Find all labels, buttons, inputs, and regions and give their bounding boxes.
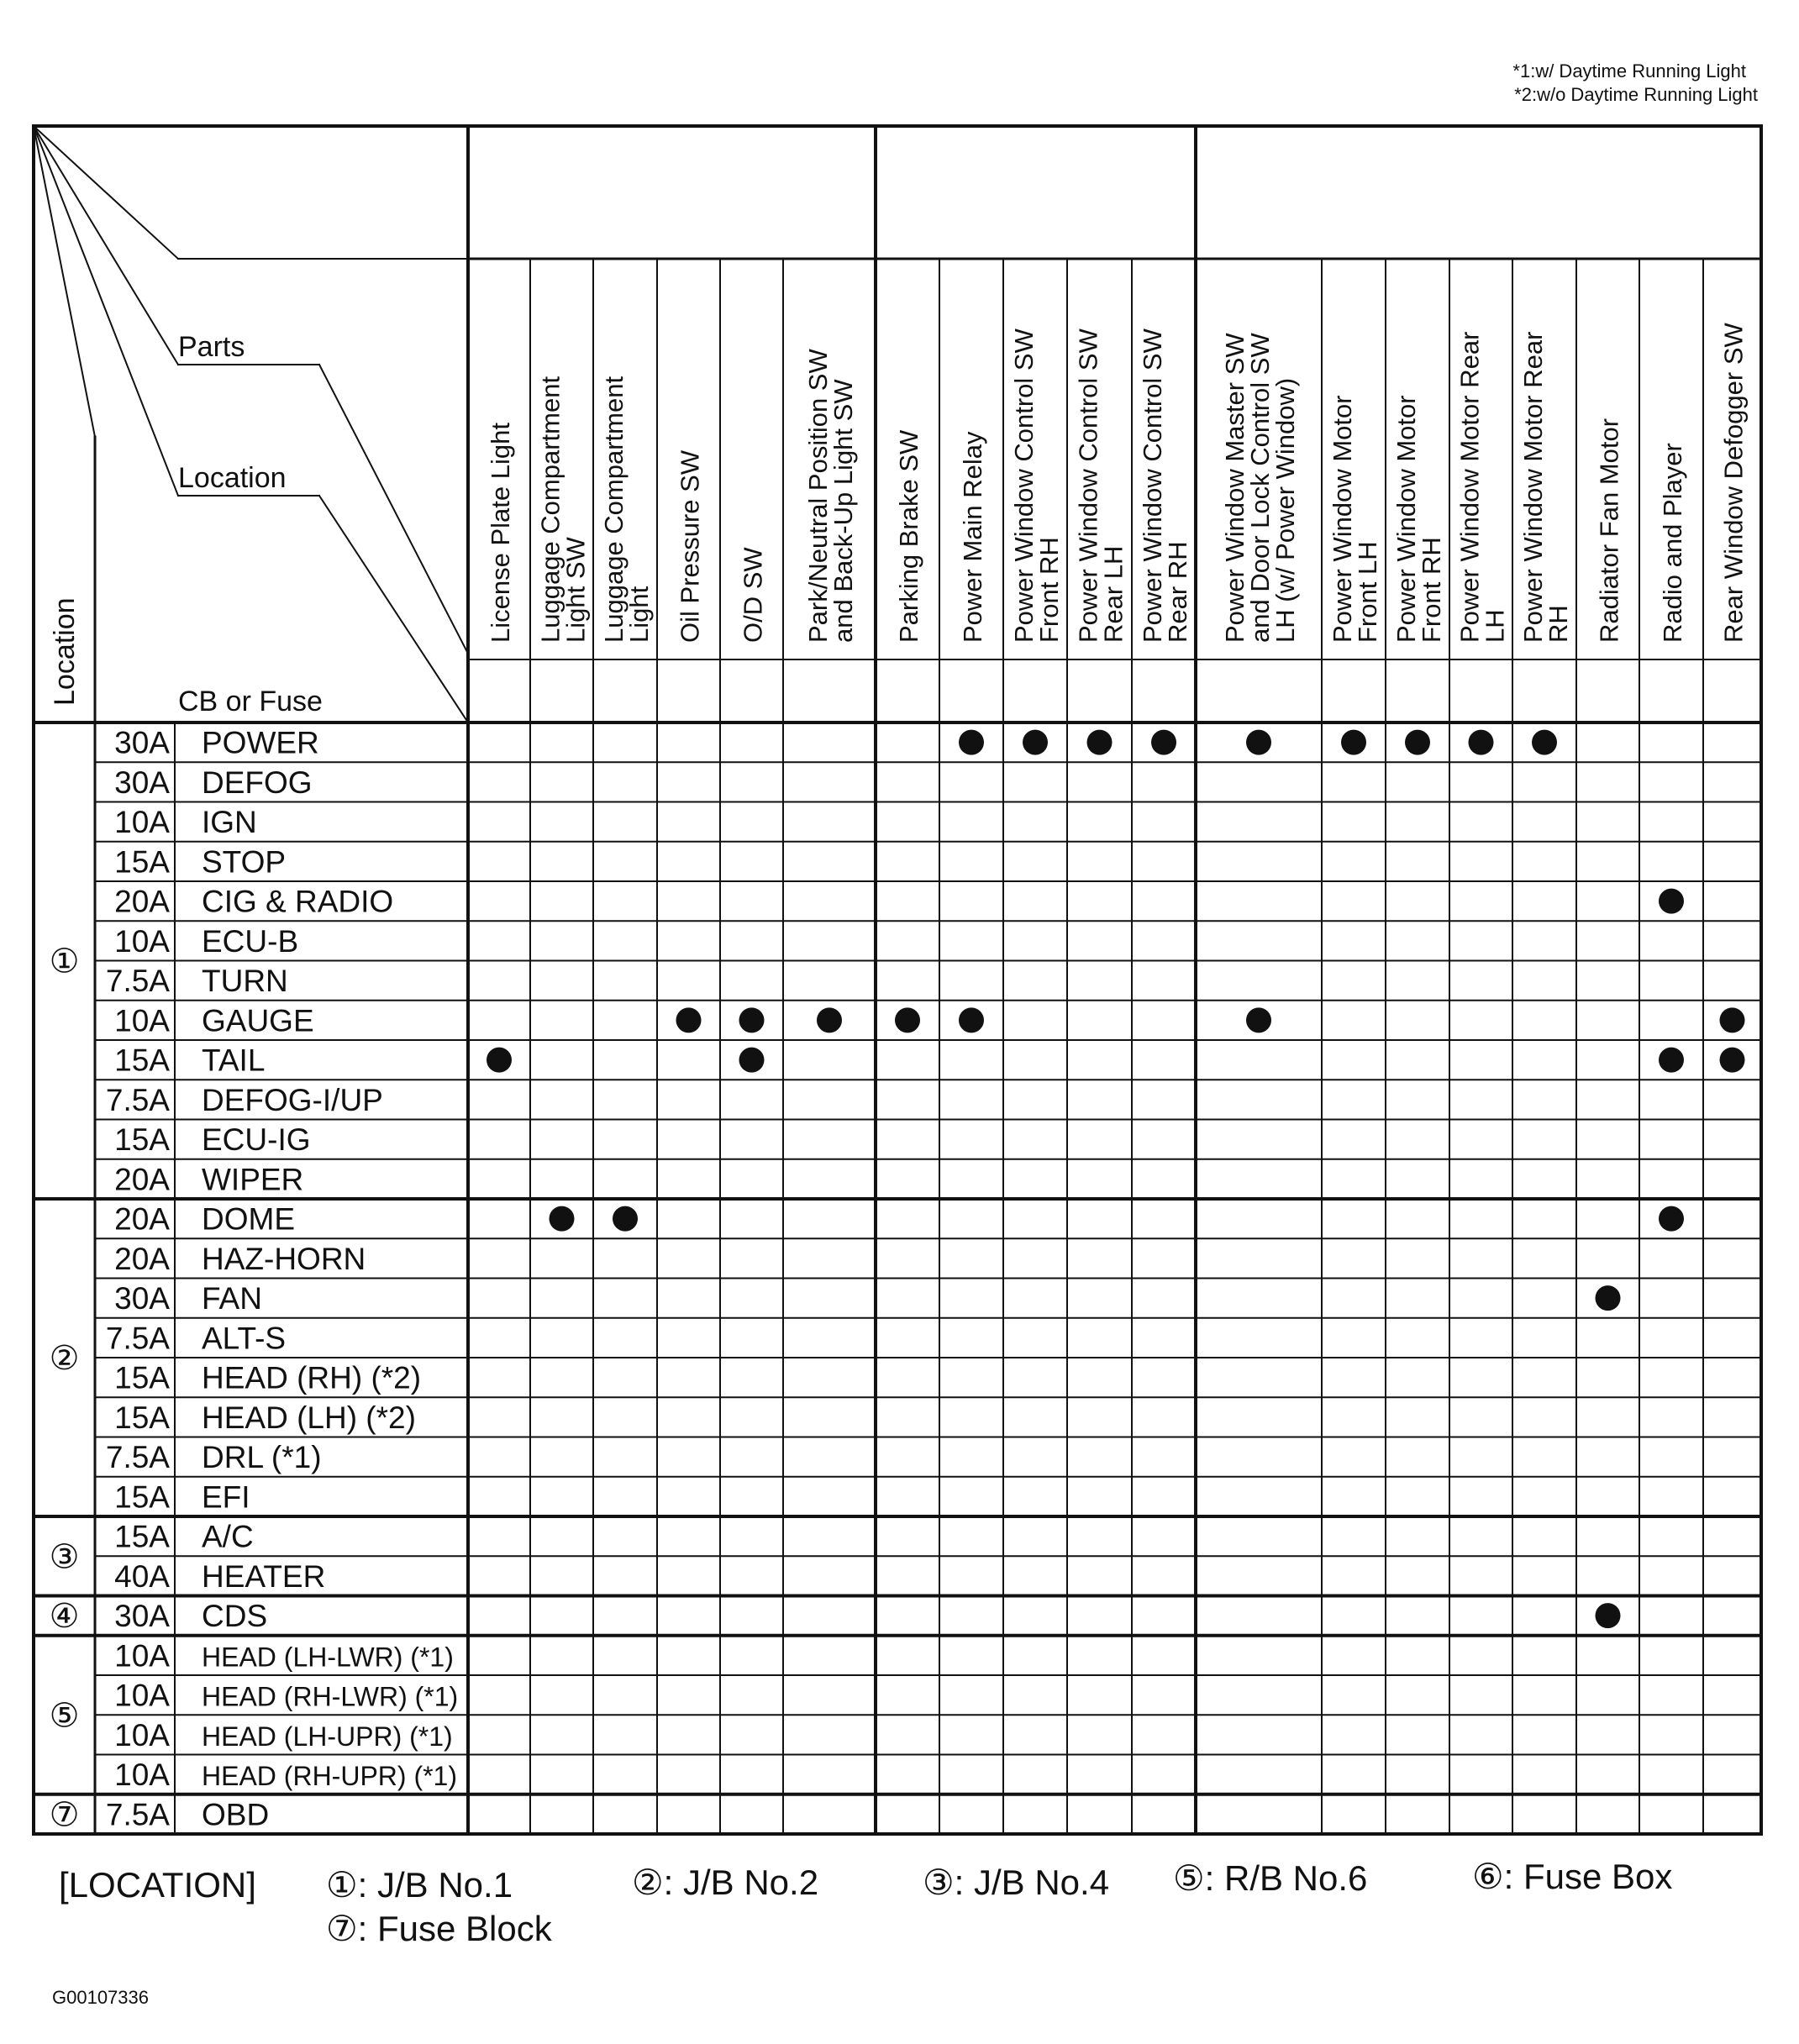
part-header-label: Power Window Control SW bbox=[1009, 328, 1039, 643]
fuse-name: DEFOG bbox=[202, 765, 313, 800]
part-header-label: Light SW bbox=[560, 537, 591, 643]
connection-marks bbox=[487, 730, 1745, 1629]
fuse-name: CIG & RADIO bbox=[202, 884, 394, 919]
part-header-label: Rear LH bbox=[1098, 545, 1128, 643]
part-header-label: Front LH bbox=[1353, 541, 1382, 643]
legend-item-jb1: ①: J/B No.1 bbox=[326, 1865, 513, 1905]
fuse-amperage: 10A bbox=[114, 1717, 170, 1752]
connection-dot bbox=[1087, 730, 1113, 755]
fuse-amperage: 7.5A bbox=[105, 964, 170, 999]
fuse-amperage: 7.5A bbox=[105, 1440, 170, 1475]
connection-dot bbox=[1246, 730, 1271, 755]
part-header-label: and Back-Up Light SW bbox=[828, 379, 858, 643]
location-group-symbol: ⑤ bbox=[49, 1697, 80, 1735]
fuse-amperage: 15A bbox=[114, 1519, 170, 1554]
parts-header-label: Parts bbox=[178, 331, 245, 363]
parts-headers bbox=[486, 323, 1749, 643]
diagonal-line bbox=[34, 126, 178, 496]
connection-dot bbox=[959, 1007, 984, 1033]
connection-dot bbox=[1469, 730, 1494, 755]
footnote-1: *1:w/ Daytime Running Light bbox=[1512, 60, 1746, 81]
legend-item-rb6: ⑤: R/B No.6 bbox=[1173, 1858, 1368, 1898]
location-side-label: Location bbox=[49, 597, 81, 706]
part-header-label: Oil Pressure SW bbox=[675, 449, 705, 643]
connection-dot bbox=[739, 1048, 765, 1073]
part-header-label: Front RH bbox=[1034, 537, 1064, 643]
legend-item-fuse-box: ⑥: Fuse Box bbox=[1472, 1857, 1673, 1896]
connection-dot bbox=[1596, 1285, 1621, 1311]
fuse-amperage: 20A bbox=[114, 1162, 170, 1197]
part-header-label: Parking Brake SW bbox=[894, 429, 923, 643]
location-legend bbox=[52, 1857, 1672, 2008]
connection-dot bbox=[1532, 730, 1557, 755]
fuse-amperage: 10A bbox=[114, 1678, 170, 1713]
legend-title: [LOCATION] bbox=[59, 1865, 256, 1905]
connection-dot bbox=[550, 1206, 575, 1232]
part-header-label: LH bbox=[1480, 609, 1510, 643]
location-group-symbol: ⑦ bbox=[49, 1796, 80, 1834]
fuse-name: FAN bbox=[202, 1281, 262, 1316]
part-header-label: Park/Neutral Position SW bbox=[803, 349, 833, 643]
fuse-amperage: 20A bbox=[114, 1201, 170, 1237]
fuse-name: HEAD (RH) (*2) bbox=[202, 1360, 422, 1395]
fuse-amperage: 15A bbox=[114, 1400, 170, 1435]
part-header-label: Power Window Control SW bbox=[1073, 328, 1103, 643]
part-header-label: Radiator Fan Motor bbox=[1594, 418, 1624, 643]
fuse-name: TAIL bbox=[202, 1043, 266, 1078]
fuse-name: HAZ-HORN bbox=[202, 1241, 366, 1276]
footnote-2: *2:w/o Daytime Running Light bbox=[1514, 84, 1758, 105]
fuse-amperage: 7.5A bbox=[105, 1797, 170, 1832]
fuse-amperage: 7.5A bbox=[105, 1082, 170, 1117]
part-header-label: Rear RH bbox=[1163, 541, 1192, 643]
diagonal-line bbox=[34, 126, 95, 437]
part-header-label: License Plate Light bbox=[486, 423, 515, 643]
fuse-name: DRL (*1) bbox=[202, 1440, 322, 1475]
fuse-name: CDS bbox=[202, 1599, 268, 1634]
fuse-name: HEAD (RH-LWR) (*1) bbox=[202, 1681, 459, 1712]
part-header-label: Power Window Control SW bbox=[1138, 328, 1167, 643]
part-header-label: Power Window Motor bbox=[1391, 395, 1421, 643]
fuse-name: WIPER bbox=[202, 1162, 304, 1197]
location-groups bbox=[50, 943, 80, 1834]
fuse-name: GAUGE bbox=[202, 1003, 314, 1038]
fuse-name: EFI bbox=[202, 1479, 250, 1515]
legend-item-jb2: ②: J/B No.2 bbox=[632, 1863, 819, 1902]
fuse-amperage: 15A bbox=[114, 1479, 170, 1515]
fuse-amperage: 20A bbox=[114, 1241, 170, 1276]
part-header-label: Power Window Motor bbox=[1328, 395, 1357, 643]
document-id: G00107336 bbox=[52, 1987, 149, 2008]
part-header-label: Luggage Compartment bbox=[535, 376, 565, 643]
location-group-symbol: ② bbox=[49, 1340, 80, 1377]
part-header-label: RH bbox=[1544, 605, 1573, 643]
fuse-name: HEATER bbox=[202, 1558, 326, 1594]
legend-item-jb4: ③: J/B No.4 bbox=[923, 1863, 1110, 1902]
connection-dot bbox=[1720, 1048, 1745, 1073]
connection-dot bbox=[959, 730, 984, 755]
location-group-symbol: ① bbox=[49, 943, 80, 980]
fuse-name: IGN bbox=[202, 805, 257, 840]
connection-dot bbox=[895, 1007, 920, 1033]
part-header-label: Front RH bbox=[1417, 537, 1446, 643]
fuse-amperage: 10A bbox=[114, 923, 170, 959]
connection-dot bbox=[1596, 1603, 1621, 1628]
fuse-amperage: 30A bbox=[114, 1281, 170, 1316]
part-header-label: LH (w/ Power Window) bbox=[1270, 377, 1300, 643]
connection-dot bbox=[1341, 730, 1366, 755]
fuse-name: STOP bbox=[202, 844, 287, 880]
location-header-label: Location bbox=[178, 462, 287, 494]
fuse-name: HEAD (LH) (*2) bbox=[202, 1400, 416, 1435]
fuse-amperage: 30A bbox=[114, 765, 170, 800]
fuse-name: HEAD (RH-UPR) (*1) bbox=[202, 1761, 457, 1792]
fuse-amperage: 40A bbox=[114, 1558, 170, 1594]
fuse-amperage: 30A bbox=[114, 1599, 170, 1634]
connection-dot bbox=[1151, 730, 1176, 755]
connection-dot bbox=[1023, 730, 1048, 755]
connection-dot bbox=[487, 1048, 512, 1073]
part-header-label: Power Main Relay bbox=[958, 431, 987, 643]
part-header-label: Power Window Master SW bbox=[1220, 333, 1249, 643]
legend-item-fuse-block: ⑦: Fuse Block bbox=[326, 1909, 552, 1948]
connection-dot bbox=[1720, 1007, 1745, 1033]
fuse-amperage: 10A bbox=[114, 1758, 170, 1793]
fuse-amperage: 15A bbox=[114, 844, 170, 880]
fuse-amperage: 7.5A bbox=[105, 1321, 170, 1356]
connection-dot bbox=[676, 1007, 702, 1033]
location-group-symbol: ④ bbox=[49, 1598, 80, 1636]
fuse-name: TURN bbox=[202, 964, 288, 999]
part-header-label: Light bbox=[624, 586, 654, 643]
connection-dot bbox=[613, 1206, 638, 1232]
connection-dot bbox=[739, 1007, 765, 1033]
part-header-label: Power Window Motor Rear bbox=[1518, 331, 1548, 643]
part-header-label: and Door Lock Control SW bbox=[1245, 333, 1275, 643]
fuse-name: POWER bbox=[202, 725, 319, 760]
connection-dot bbox=[1246, 1007, 1271, 1033]
part-header-label: Luggage Compartment bbox=[599, 376, 629, 643]
fuse-amperage: 15A bbox=[114, 1122, 170, 1158]
fuse-name: A/C bbox=[202, 1519, 254, 1554]
connection-dot bbox=[1659, 889, 1684, 914]
part-header-label: Power Window Motor Rear bbox=[1454, 331, 1485, 643]
fuse-name: DOME bbox=[202, 1201, 295, 1237]
fuse-amperage: 15A bbox=[114, 1360, 170, 1395]
fuse-name: HEAD (LH-LWR) (*1) bbox=[202, 1642, 454, 1673]
part-header-label: O/D SW bbox=[738, 547, 768, 643]
fuse-name: ECU-B bbox=[202, 923, 299, 959]
connection-dot bbox=[1405, 730, 1430, 755]
fuse-amperage: 10A bbox=[114, 805, 170, 840]
fuse-name: OBD bbox=[202, 1797, 270, 1832]
fuse-amperage: 10A bbox=[114, 1003, 170, 1038]
fuse-name: HEAD (LH-UPR) (*1) bbox=[202, 1721, 453, 1752]
fuse-name: ALT-S bbox=[202, 1321, 287, 1356]
cb-fuse-header-label: CB or Fuse bbox=[178, 686, 323, 717]
fuse-name: DEFOG-I/UP bbox=[202, 1082, 383, 1117]
connection-dot bbox=[1659, 1206, 1684, 1232]
part-header-label: Radio and Player bbox=[1658, 443, 1687, 643]
diagonal-line bbox=[34, 126, 178, 365]
connection-dot bbox=[817, 1007, 842, 1033]
fuse-amperage: 15A bbox=[114, 1043, 170, 1078]
fuse-amperage: 10A bbox=[114, 1638, 170, 1674]
location-group-symbol: ③ bbox=[49, 1538, 80, 1576]
part-header-label: Rear Window Defogger SW bbox=[1718, 323, 1749, 643]
fuse-amperage: 20A bbox=[114, 884, 170, 919]
fuse-amperage: 30A bbox=[114, 725, 170, 760]
fuse-name: ECU-IG bbox=[202, 1122, 311, 1158]
connection-dot bbox=[1659, 1048, 1684, 1073]
